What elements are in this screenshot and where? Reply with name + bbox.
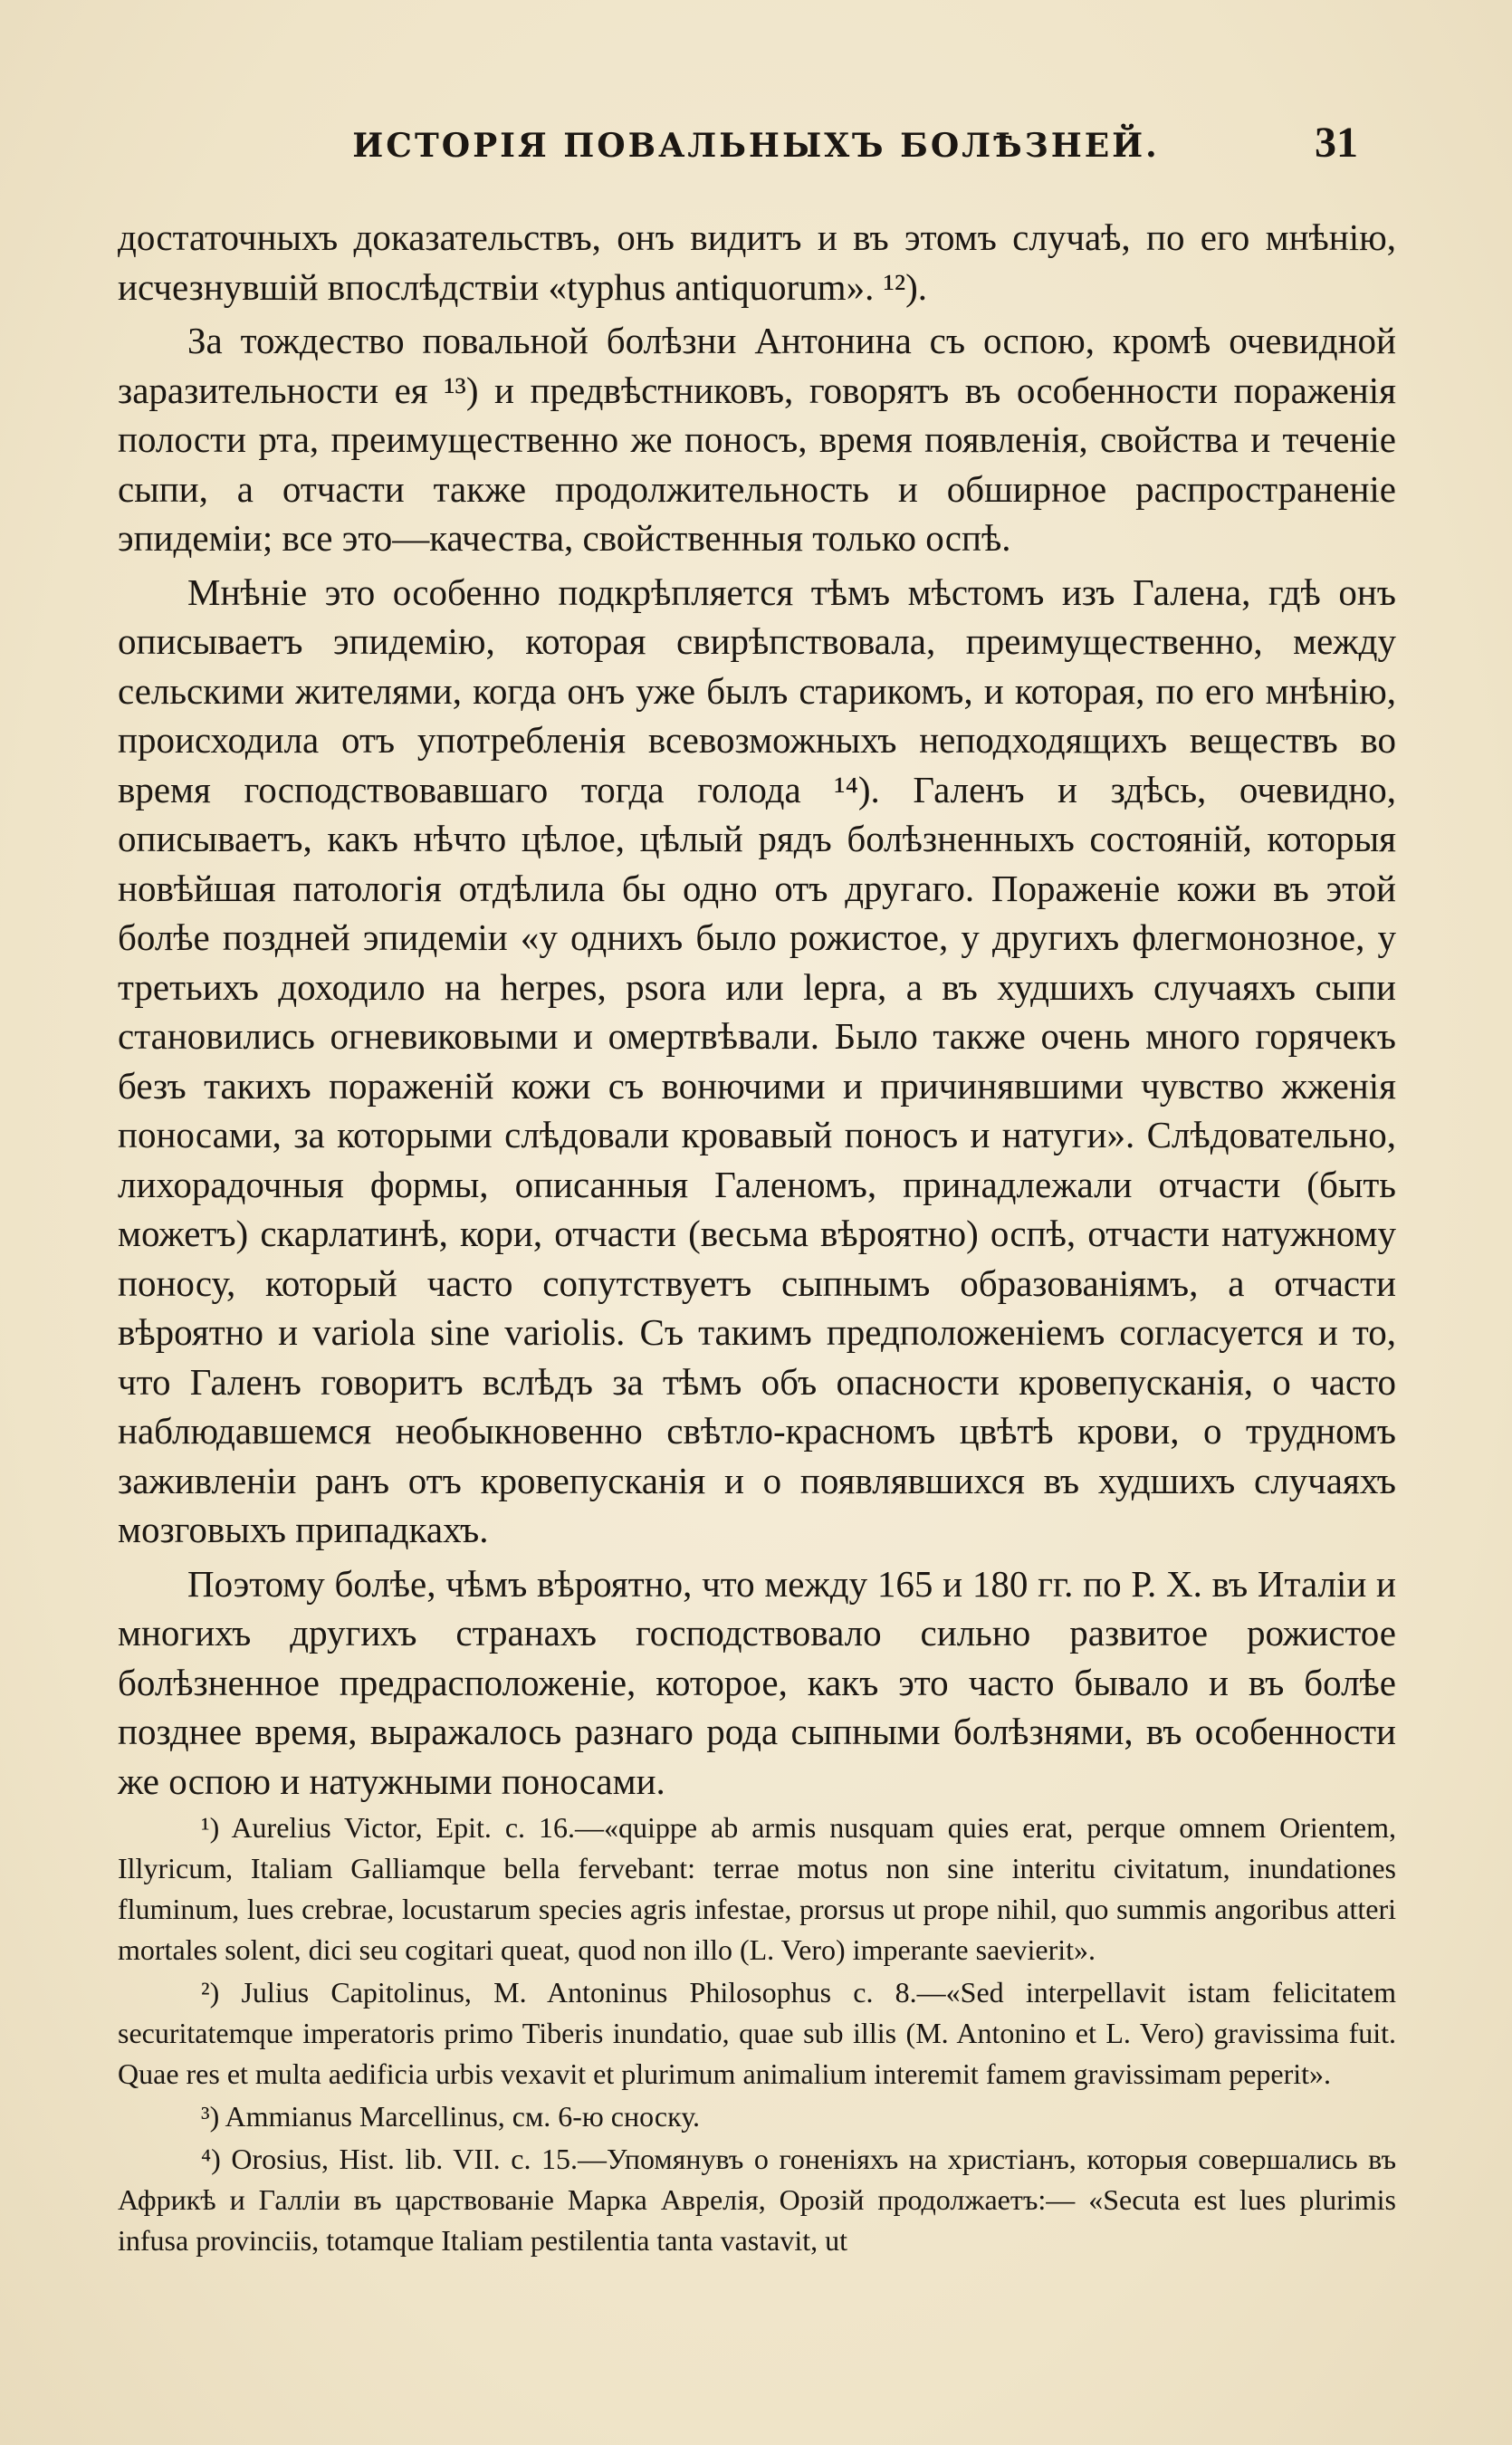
paragraph: достаточныхъ доказательствъ, онъ видитъ и въ этомъ случаѣ, по его мнѣнію, исчезнувшій впослѣдствіи «typhus antiquorum». ¹²). — [118, 216, 1396, 308]
paragraph: Поэтому болѣе, чѣмъ вѣроятно, что между 165 и 180 гг. по Р. Х. въ Италіи и многихъ другихъ странахъ господствовало сильно развитое рожистое болѣзненное предрасположеніе, которое, какъ это часто бывало и въ болѣе позднее время, выражалось разнаго рода сыпными болѣзнями, въ особенности же оспою и натужными поносами. — [118, 1562, 1396, 1802]
page-number: 31 — [1315, 119, 1358, 167]
footnote: ⁴) Orosius, Hist. lib. VII. c. 15.—Упомянувъ о гоненіяхъ на христіанъ, которыя совершались въ Африкѣ и Галліи въ царствованіе Марка Аврелія, Орозій продолжаетъ:— «Secuta est lues plurimis infusa provinciis, totamque Italiam pestilentia tanta vastavit, ut — [118, 2143, 1396, 2257]
footnote: ²) Julius Capitolinus, M. Antoninus Philosophus c. 8.—«Sed interpellavit istam felicitatem securitatemque imperatoris primo Tiberis inundatio, quae sub illis (M. Antonino et L. Vero) gravissima fuit. Quae res et multa aedificia urbis vexavit et plurimum animalium interemit famem gravissimam peperit». — [118, 1976, 1396, 2090]
paragraph: За тождество повальной болѣзни Антонина съ оспою, кромѣ очевидной заразительности ея ¹³) и предвѣстниковъ, говорятъ въ особенности пораженія полости рта, преимущественно же поносъ, время появленія, свойства и теченіе сыпи, а отчасти также продолжительность и обширное распространеніе эпидеміи; все это—качества, свойственныя только оспѣ. — [118, 320, 1396, 559]
footnotes — [118, 1807, 1396, 2263]
paragraph: Мнѣніе это особенно подкрѣпляется тѣмъ мѣстомъ изъ Галена, гдѣ онъ описываетъ эпидемію, которая свирѣпствовала, преимущественно, между сельскими жителями, когда онъ уже былъ старикомъ, и которая, по его мнѣнію, происходила отъ употребленія всевозможныхъ неподходящихъ веществъ во время господствовавшаго тогда голода ¹⁴). Галенъ и здѣсь, очевидно, описываетъ, какъ нѣчто цѣлое, цѣлый рядъ болѣзненныхъ состояній, которыя новѣйшая патологія отдѣлила бы одно отъ другаго. Пораженіе кожи въ этой болѣе поздней эпидеміи «у однихъ было рожистое, у другихъ флегмонозное, у третьихъ доходило на herpes, psora или lepra, а въ худшихъ случаяхъ сыпи становились огневиковыми и омертвѣвали. Было также очень много горячекъ безъ такихъ пораженій кожи съ вонючими и причинявшими чувство жженія поносами, за которыми слѣдовали кровавый поносъ и натуги». Слѣдовательно, лихорадочныя формы, описанныя Галеномъ, принадлежали отчасти (быть можетъ) скарлатинѣ, кори, отчасти (весьма вѣроятно) оспѣ, отчасти натужному поносу, который часто сопутствуетъ сыпнымъ образованіямъ, а отчасти вѣроятно и variola sine variolis. Съ такимъ предположеніемъ согласуется и то, что Галенъ говоритъ вслѣдъ за тѣмъ объ опасности кровепусканія, о часто наблюдавшемся необыкновенно свѣтло-красномъ цвѣтѣ крови, о трудномъ заживленіи ранъ отъ кровепусканія и о появлявшихся въ худшихъ случаяхъ мозговыхъ припадкахъ. — [118, 570, 1396, 1550]
main-text — [118, 213, 1396, 1806]
running-title: ИСТОРІЯ ПОВАЛЬНЫХЪ БОЛѢЗНЕЙ. — [352, 127, 1160, 165]
footnote: ³) Ammianus Marcellinus, см. 6-ю сноску. — [201, 2100, 700, 2133]
footnote: ¹) Aurelius Victor, Epit. c. 16.—«quippe ab armis nusquam quies erat, perque omnem Orientem, Illyricum, Italiam Galliamque bella fervebant: terrae motus non sine interitu civitatum, inundationes fluminum, lues crebrae, locustarum species agris infestae, prorsus ut prope nihil, quo summis angoribus atteri mortales solent, dici seu cogitari queat, quod non illo (L. Vero) imperante saevierit». — [118, 1811, 1396, 1966]
page-header — [136, 107, 1376, 179]
